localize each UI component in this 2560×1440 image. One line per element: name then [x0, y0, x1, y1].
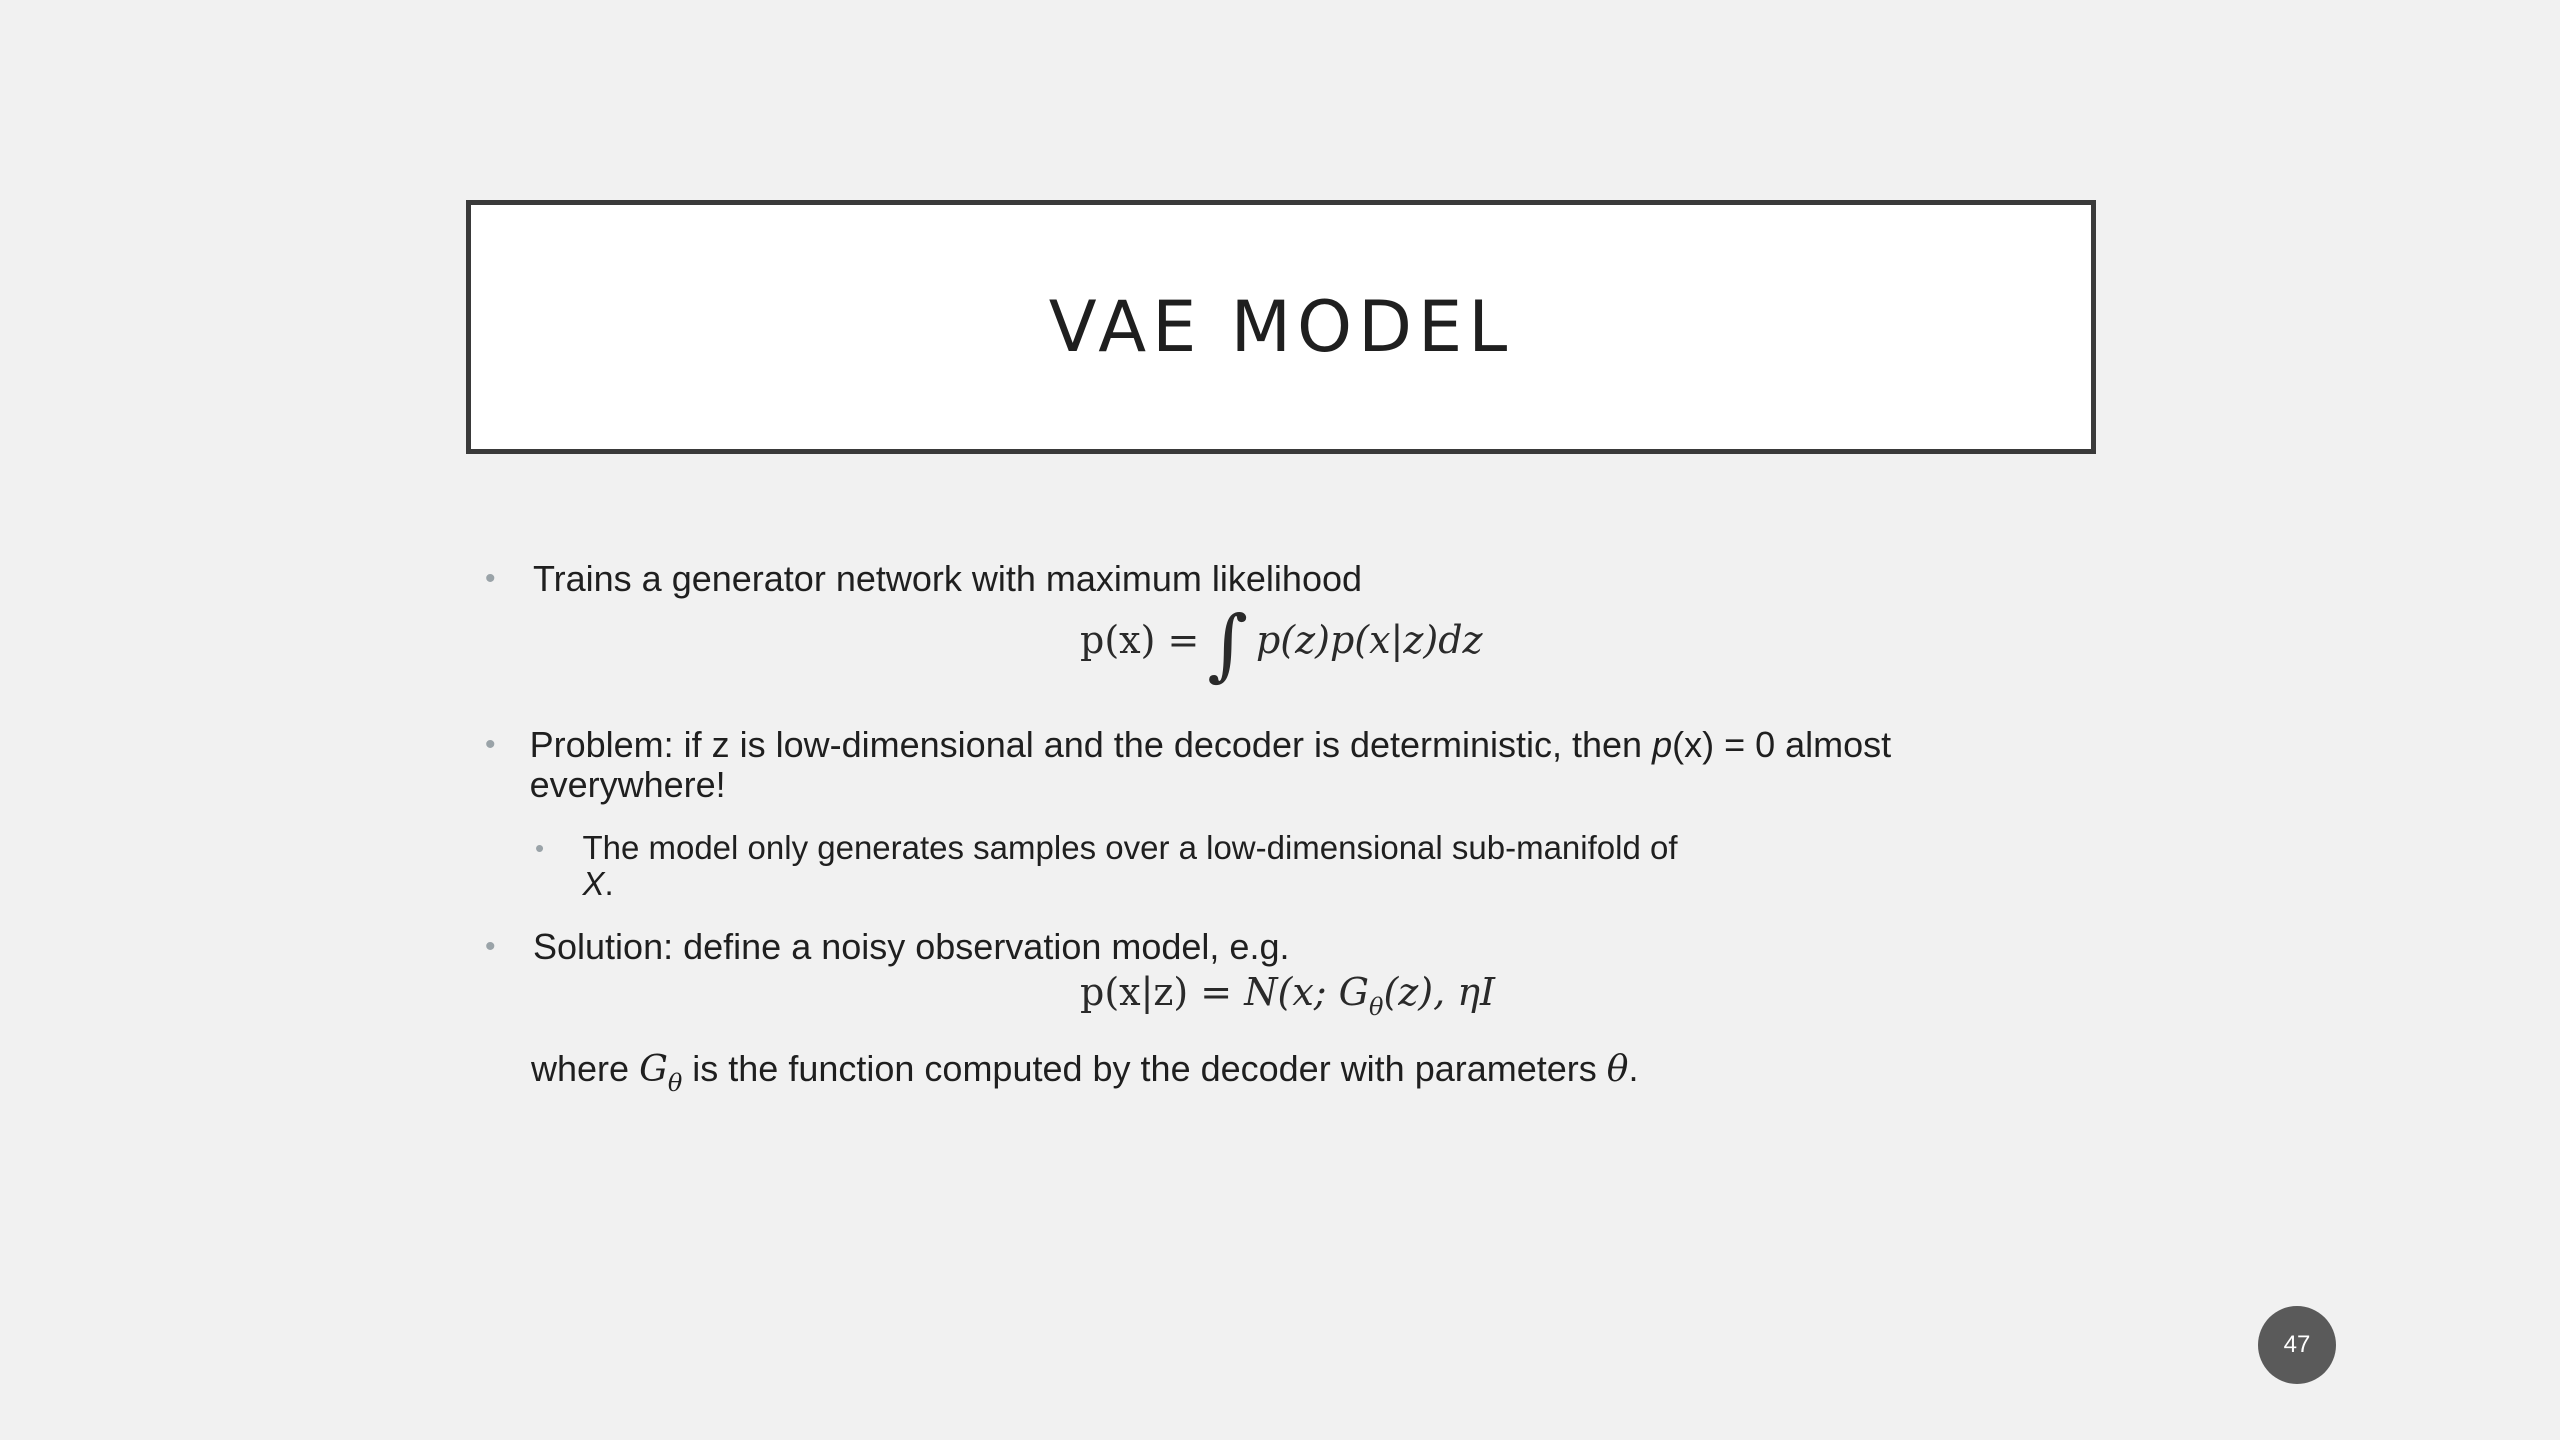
sub-bullet-dot-icon: • — [535, 833, 545, 863]
bullet-2-text-start: Problem: if z is low-dimensional and the decoder is deterministic, then — [529, 724, 1653, 765]
where-theta: θ — [1606, 1049, 1629, 1090]
bullet-dot-icon: • — [485, 728, 496, 761]
where-prefix: where — [531, 1048, 640, 1089]
equation1-lhs: p(x) = — [1080, 618, 1200, 662]
equation2-rhs-start: N(x; G — [1244, 970, 1369, 1014]
bullet-2 — [485, 725, 1985, 805]
sub-bullet-1 — [535, 830, 1705, 902]
where-line — [531, 1049, 1639, 1103]
equation1-rhs: p(z)p(x|z)dz — [1255, 618, 1483, 662]
where-suffix: . — [1628, 1048, 1639, 1089]
equation-marginal-likelihood — [1080, 600, 1483, 690]
where-middle: is the function computed by the decoder with parameters — [682, 1048, 1607, 1089]
bullet-1-text: Trains a generator network with maximum likelihood — [533, 558, 1363, 599]
integral-symbol: ∫ — [1207, 600, 1248, 690]
equation2-rhs-end: (z), ηI — [1383, 970, 1496, 1014]
sub-bullet-text-start: The model only generates samples over a low-dimensional sub-manifold of — [582, 829, 1678, 866]
bullet-dot-icon: • — [485, 930, 496, 963]
equation2-lhs: p(x|z) = — [1080, 970, 1233, 1014]
sub-bullet-period: . — [604, 865, 614, 902]
bullet-2-p-symbol: p — [1652, 724, 1673, 765]
sub-bullet-x-symbol: X — [582, 865, 605, 902]
where-theta-sub: θ — [667, 1069, 683, 1097]
slide-title: VAE MODEL — [1048, 286, 1514, 368]
bullet-3 — [485, 927, 1289, 967]
bullet-3-text: Solution: define a noisy observation model, e.g. — [533, 926, 1290, 967]
bullet-1 — [485, 559, 1362, 599]
sub-bullet-1-text — [582, 830, 1705, 902]
equation-observation-model — [1080, 970, 1495, 1021]
page-number-badge: 47 — [2258, 1306, 2336, 1384]
where-G-symbol: G — [639, 1049, 668, 1090]
bullet-2-text-end: (x) = 0 almost everywhere! — [529, 724, 1892, 805]
equation2-theta: θ — [1369, 993, 1384, 1021]
bullet-dot-icon: • — [485, 562, 496, 595]
bullet-2-text — [530, 725, 1985, 805]
